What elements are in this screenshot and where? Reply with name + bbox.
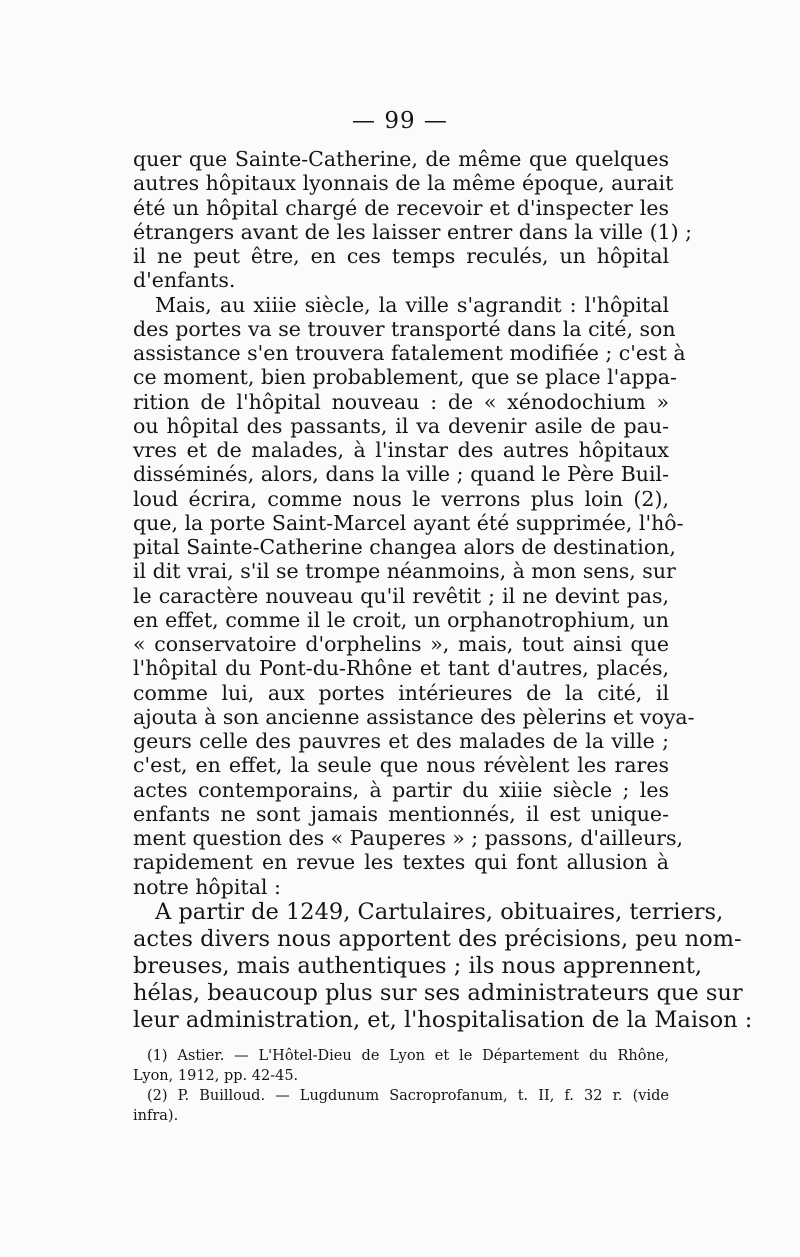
- body-line: disséminés, alors, dans la ville ; quand le Père Buil-: [133, 462, 669, 487]
- body-line: ment question des « Pauperes » ; passons, d'ailleurs,: [133, 826, 684, 850]
- body-line: ou hôpital des passants, il va devenir asile de pau-: [133, 413, 669, 438]
- body-line: actes divers nous apportent des précisions, peu nom-: [133, 925, 742, 952]
- body-line: d'enfants.: [133, 268, 236, 293]
- page-number: — 99 —: [352, 108, 448, 134]
- body-line: autres hôpitaux lyonnais de la même époque, aurait: [133, 171, 674, 196]
- body-line: le caractère nouveau qu'il revêtit ; il ne devint pas,: [133, 583, 669, 608]
- body-line: actes contemporains, à partir du xiiie siècle ; les: [133, 777, 669, 802]
- body-line: quer que Sainte-Catherine, de même que quelques: [133, 147, 669, 171]
- body-line: leur administration, et, l'hospitalisation de la Maison :: [133, 1006, 753, 1033]
- body-line: étrangers avant de les laisser entrer dans la ville (1) ;: [133, 219, 693, 244]
- body-line: il dit vrai, s'il se trompe néanmoins, à mon sens, sur: [133, 559, 676, 584]
- body-line: assistance s'en trouvera fatalement modifiée ; c'est à: [133, 341, 686, 365]
- footnotes: [133, 1046, 669, 1126]
- footnote-line: infra).: [133, 1108, 179, 1124]
- body-line: notre hôpital :: [133, 874, 281, 899]
- body-text: [133, 147, 753, 1034]
- body-line: en effet, comme il le croit, un orphanotrophium, un: [133, 607, 669, 632]
- body-line: il ne peut être, en ces temps reculés, un hôpital: [133, 244, 669, 268]
- body-line: vres et de malades, à l'instar des autres hôpitaux: [133, 438, 669, 462]
- body-line: ajouta à son ancienne assistance des pèlerins et voya-: [133, 704, 695, 729]
- body-line: ce moment, bien probablement, que se place l'appa-: [133, 365, 677, 390]
- body-line: rition de l'hôpital nouveau : de « xénodochium »: [133, 389, 669, 414]
- body-line: geurs celle des pauvres et des malades de la ville ;: [133, 729, 669, 753]
- body-line: des portes va se trouver transporté dans la cité, son: [133, 316, 676, 341]
- body-line: été un hôpital chargé de recevoir et d'inspecter les: [133, 195, 669, 220]
- footnote-line: (2) P. Builloud. — Lugdunum Sacroprofanum, t. II, f. 32 r. (vide: [147, 1088, 669, 1104]
- body-line: enfants ne sont jamais mentionnés, il est unique-: [133, 801, 669, 826]
- body-line: « conservatoire d'orphelins », mais, tout ainsi que: [133, 632, 669, 656]
- body-line: rapidement en revue les textes qui font allusion à: [133, 850, 669, 875]
- body-line: pital Sainte-Catherine changea alors de destination,: [133, 535, 676, 559]
- body-line: loud écrira, comme nous le verrons plus loin (2),: [133, 486, 669, 511]
- body-line: l'hôpital du Pont-du-Rhône et tant d'autres, placés,: [133, 656, 669, 681]
- body-line: hélas, beaucoup plus sur ses administrateurs que sur: [133, 979, 743, 1006]
- body-line: comme lui, aux portes intérieures de la cité, il: [133, 680, 669, 705]
- footnote-line: (1) Astier. — L'Hôtel-Dieu de Lyon et le Département du Rhône,: [147, 1048, 669, 1064]
- footnote-line: Lyon, 1912, pp. 42-45.: [133, 1068, 299, 1084]
- body-line: c'est, en effet, la seule que nous révèlent les rares: [133, 753, 669, 778]
- body-line: A partir de 1249, Cartulaires, obituaires, terriers,: [155, 898, 724, 925]
- body-line: breuses, mais authentiques ; ils nous apprennent,: [133, 952, 703, 979]
- body-line: Mais, au xiiie siècle, la ville s'agrandit : l'hôpital: [155, 292, 669, 317]
- body-line: que, la porte Saint-Marcel ayant été supprimée, l'hô-: [133, 510, 684, 535]
